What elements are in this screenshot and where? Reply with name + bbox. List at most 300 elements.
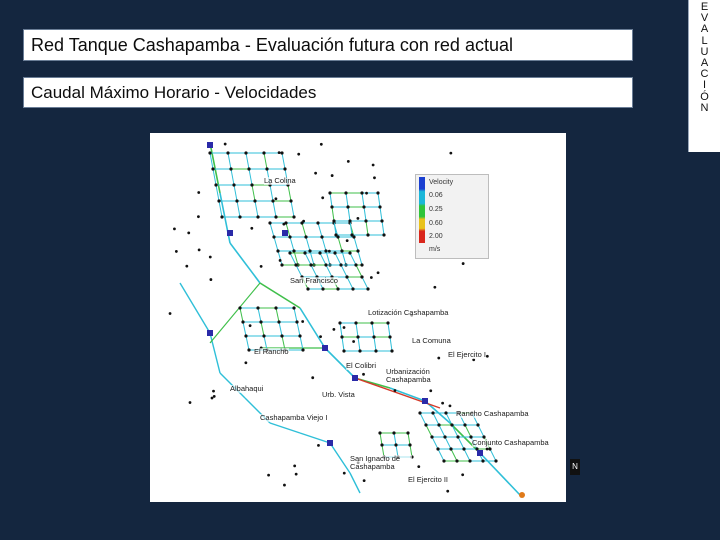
tank-marker: [207, 142, 213, 148]
pipe-node: [238, 306, 241, 309]
pipe-node: [363, 479, 366, 482]
pipe-segment: [458, 437, 464, 449]
place-label: San Ignacio de Cashapamba: [350, 455, 412, 471]
pipe-segment: [380, 207, 382, 221]
pipe-node: [358, 349, 361, 352]
pipe-node: [247, 167, 250, 170]
pipe-node: [376, 191, 379, 194]
pipe-segment: [465, 425, 471, 437]
pipe-node: [378, 431, 381, 434]
pipe-node: [292, 249, 295, 252]
pipe-node: [333, 251, 336, 254]
pipe-node: [356, 249, 359, 252]
pipe-node: [406, 431, 409, 434]
pipe-node: [209, 278, 212, 281]
pipe-segment: [288, 185, 291, 201]
place-label: El Colibri: [346, 361, 377, 370]
pipe-node: [424, 423, 427, 426]
pipe-node: [370, 276, 373, 279]
pipe-node: [354, 263, 357, 266]
pipe-node: [244, 361, 247, 364]
pipe-node: [226, 151, 229, 154]
pipe-segment: [464, 449, 470, 461]
pipe-segment: [320, 253, 326, 265]
pipe-segment: [347, 277, 353, 289]
pipe-node: [318, 251, 321, 254]
pipe-segment: [279, 322, 282, 336]
pipe-node: [262, 151, 265, 154]
pipe-segment: [274, 237, 278, 251]
section-letter: I: [702, 79, 707, 92]
pipe-segment: [249, 169, 252, 185]
pipe-node: [185, 265, 188, 268]
pipe-node: [321, 196, 324, 199]
pipe-node: [388, 335, 391, 338]
pipe-node: [433, 286, 436, 289]
section-tab: [688, 0, 720, 152]
pipe-segment: [330, 443, 350, 473]
pipe-node: [197, 215, 200, 218]
pipe-segment: [300, 308, 325, 348]
pipe-node: [324, 249, 327, 252]
pipe-node: [256, 215, 259, 218]
pipe-node: [175, 250, 178, 253]
slide-title: [23, 29, 633, 61]
place-label: Urbanización Cashapamba: [386, 368, 434, 384]
place-label: El Rancho: [254, 347, 289, 356]
place-label: Rancho Cashapamba: [456, 409, 529, 418]
pipe-node: [260, 265, 263, 268]
pipe-node: [446, 490, 449, 493]
pipe-segment: [426, 425, 432, 437]
pipe-node: [366, 233, 369, 236]
pipe-node: [274, 215, 277, 218]
pipe-node: [331, 174, 334, 177]
pipe-node: [366, 287, 369, 290]
pipe-segment: [338, 237, 342, 251]
legend-tick: 2.00: [429, 233, 443, 240]
pipe-node: [336, 287, 339, 290]
pipe-node: [461, 473, 464, 476]
pipe-node: [297, 153, 300, 156]
pipe-segment: [439, 425, 445, 437]
pipe-node: [293, 464, 296, 467]
place-label: Conjunto Cashapamba: [472, 438, 549, 447]
tank-marker: [207, 330, 213, 336]
pipe-node: [468, 459, 471, 462]
pipe-node: [173, 227, 176, 230]
pipe-segment: [306, 237, 310, 251]
pipe-segment: [374, 337, 376, 351]
pipe-node: [262, 334, 265, 337]
pipe-segment: [305, 253, 311, 265]
pipe-segment: [350, 473, 360, 493]
pipe-node: [394, 443, 397, 446]
pipe-node: [272, 235, 275, 238]
pipe-segment: [445, 437, 451, 449]
pipe-node: [436, 447, 439, 450]
tank-marker: [352, 375, 358, 381]
pipe-node: [362, 373, 365, 376]
pipe-node: [350, 233, 353, 236]
pipe-node: [317, 444, 320, 447]
pipe-node: [343, 326, 346, 329]
pipe-node: [324, 263, 327, 266]
section-letter: A: [700, 23, 709, 36]
pipe-node: [328, 250, 331, 253]
pipe-node: [271, 199, 274, 202]
pipe-node: [292, 306, 295, 309]
pipe-node: [449, 404, 452, 407]
pipe-node: [332, 219, 335, 222]
pipe-node: [304, 235, 307, 238]
pipe-segment: [342, 337, 344, 351]
section-letter: U: [700, 45, 709, 58]
tank-marker: [422, 398, 428, 404]
pipe-node: [314, 172, 317, 175]
pipe-segment: [210, 283, 260, 343]
pipe-segment: [246, 336, 249, 350]
pipe-node: [429, 389, 432, 392]
pipe-node: [486, 448, 489, 451]
pipe-segment: [490, 449, 496, 461]
pipe-node: [224, 143, 227, 146]
pipe-node: [332, 328, 335, 331]
pipe-segment: [294, 308, 297, 322]
pipe-node: [356, 335, 359, 338]
pipe-segment: [432, 437, 438, 449]
pipe-node: [311, 376, 314, 379]
pipe-segment: [246, 153, 249, 169]
pipe-node: [301, 348, 304, 351]
pipe-segment: [362, 193, 364, 207]
pipe-node: [392, 431, 395, 434]
legend-title: Velocity: [429, 179, 454, 186]
pipe-node: [280, 334, 283, 337]
legend-tick: 0.06: [429, 192, 443, 199]
pipe-node: [394, 389, 397, 392]
pipe-segment: [364, 207, 366, 221]
pipe-segment: [302, 223, 306, 237]
pipe-segment: [335, 253, 341, 265]
pipe-node: [280, 263, 283, 266]
pipe-node: [328, 191, 331, 194]
pipe-segment: [354, 237, 358, 251]
pipe-node: [197, 191, 200, 194]
section-letter: Ó: [700, 90, 709, 103]
pipe-segment: [276, 308, 279, 322]
place-label: Albahaqui: [230, 384, 264, 393]
pipe-segment: [255, 201, 258, 217]
pipe-node: [214, 183, 217, 186]
tank-marker: [327, 440, 333, 446]
pipe-node: [380, 219, 383, 222]
pipe-node: [340, 335, 343, 338]
pipe-node: [308, 249, 311, 252]
pipe-segment: [318, 223, 322, 237]
pipe-node: [244, 334, 247, 337]
pipe-node: [346, 239, 349, 242]
pipe-node: [303, 251, 306, 254]
pipe-node: [238, 215, 241, 218]
pipe-node: [364, 219, 367, 222]
pipe-segment: [382, 221, 384, 235]
pipe-node: [344, 191, 347, 194]
pipe-node: [362, 205, 365, 208]
pipe-node: [289, 199, 292, 202]
pipe-segment: [366, 221, 368, 235]
pipe-segment: [278, 251, 282, 265]
section-letter: C: [700, 68, 709, 81]
pipe-node: [442, 459, 445, 462]
pipe-node: [351, 287, 354, 290]
pipe-node: [519, 492, 525, 498]
pipe-segment: [270, 423, 300, 433]
pipe-node: [476, 423, 479, 426]
pipe-node: [441, 402, 444, 405]
place-label: Cashapamba Viejo I: [260, 413, 328, 422]
pipe-segment: [378, 193, 380, 207]
pipe-node: [249, 324, 252, 327]
pipe-segment: [348, 207, 350, 221]
section-letter: E: [700, 1, 709, 13]
pipe-segment: [180, 283, 210, 333]
place-label: La Comuna: [412, 336, 451, 345]
pipe-node: [278, 151, 281, 154]
pipe-segment: [330, 193, 332, 207]
section-letter: A: [700, 57, 709, 70]
pipe-segment: [282, 153, 285, 169]
pipe-node: [294, 263, 297, 266]
pipe-node: [450, 423, 453, 426]
pipe-segment: [240, 308, 243, 322]
pipe-node: [430, 435, 433, 438]
pipe-segment: [446, 413, 452, 425]
pipe-node: [319, 335, 322, 338]
pipe-node: [280, 151, 283, 154]
pipe-segment: [231, 169, 234, 185]
pipe-node: [250, 227, 253, 230]
pipe-node: [462, 447, 465, 450]
pipe-node: [373, 176, 376, 179]
pipe-node: [229, 167, 232, 170]
pipe-node: [288, 235, 291, 238]
pipe-node: [345, 275, 348, 278]
legend-color-bar: [419, 177, 425, 243]
pipe-node: [235, 199, 238, 202]
pipe-segment: [362, 277, 368, 289]
pipe-node: [267, 474, 270, 477]
pipe-node: [339, 263, 342, 266]
pipe-node: [244, 151, 247, 154]
pipe-node: [365, 192, 368, 195]
north-arrow-icon: N: [570, 459, 580, 475]
pipe-node: [338, 321, 341, 324]
pipe-node: [208, 151, 211, 154]
pipe-node: [283, 167, 286, 170]
pipe-segment: [252, 185, 255, 201]
pipe-node: [494, 459, 497, 462]
pipe-node: [295, 473, 298, 476]
place-label: Urb. Vista: [322, 390, 355, 399]
pipe-node: [316, 221, 319, 224]
pipe-node: [431, 411, 434, 414]
pipe-segment: [210, 333, 220, 373]
pipe-node: [456, 435, 459, 438]
pipe-node: [455, 459, 458, 462]
pipe-node: [378, 205, 381, 208]
pipe-node: [277, 320, 280, 323]
pipe-node: [250, 183, 253, 186]
legend-tick: 0.25: [429, 206, 443, 213]
pipe-node: [377, 271, 380, 274]
pipe-segment: [258, 308, 261, 322]
pipe-segment: [261, 322, 264, 336]
pipe-segment: [408, 433, 410, 445]
pipe-segment: [350, 253, 356, 265]
legend-tick: m/s: [429, 246, 441, 253]
pipe-segment: [270, 185, 273, 201]
pipe-segment: [237, 201, 240, 217]
pipe-node: [372, 335, 375, 338]
pipe-node: [334, 233, 337, 236]
pipe-node: [418, 411, 421, 414]
pipe-node: [348, 219, 351, 222]
pipe-segment: [358, 251, 362, 265]
pipe-segment: [380, 433, 382, 445]
pipe-node: [247, 348, 250, 351]
pipe-node: [292, 215, 295, 218]
pipe-node: [360, 191, 363, 194]
pipe-node: [198, 248, 201, 251]
pipe-segment: [388, 323, 390, 337]
pipe-node: [360, 263, 363, 266]
pipe-segment: [433, 413, 439, 425]
pipe-node: [374, 349, 377, 352]
pipe-node: [295, 320, 298, 323]
pipe-node: [462, 262, 465, 265]
pipe-node: [209, 256, 212, 259]
pipe-segment: [297, 322, 300, 336]
pipe-node: [443, 435, 446, 438]
pipe-node: [189, 401, 192, 404]
pipe-segment: [420, 413, 426, 425]
pipe-node: [282, 223, 285, 226]
pipe-node: [217, 199, 220, 202]
pipe-segment: [332, 207, 334, 221]
pipe-segment: [300, 433, 330, 443]
pipe-node: [259, 320, 262, 323]
pipe-node: [276, 249, 279, 252]
pipe-segment: [356, 323, 358, 337]
pipe-segment: [346, 193, 348, 207]
pipe-node: [213, 395, 216, 398]
slide-title-text: Red Tanque Cashapamba - Evaluación futura con red actual: [31, 34, 513, 55]
pipe-segment: [390, 337, 392, 351]
pipe-node: [340, 249, 343, 252]
pipe-node: [346, 205, 349, 208]
pipe-segment: [340, 323, 342, 337]
pipe-segment: [358, 337, 360, 351]
pipe-node: [343, 472, 346, 475]
pipe-node: [187, 231, 190, 234]
pipe-segment: [260, 283, 300, 308]
tank-marker: [322, 345, 328, 351]
pipe-node: [348, 251, 351, 254]
pipe-node: [357, 217, 360, 220]
pipe-node: [220, 215, 223, 218]
pipe-segment: [480, 453, 520, 495]
pipe-segment: [234, 185, 237, 201]
pipe-node: [444, 411, 447, 414]
pipe-node: [256, 306, 259, 309]
pipe-node: [382, 233, 385, 236]
pipe-segment: [451, 449, 457, 461]
pipe-node: [309, 263, 312, 266]
pipe-node: [232, 183, 235, 186]
pipe-node: [463, 423, 466, 426]
pipe-node: [449, 152, 452, 155]
pipe-node: [437, 357, 440, 360]
velocity-legend: [415, 174, 489, 259]
pipe-segment: [291, 201, 294, 217]
place-label: Lotización Cashapamba: [368, 308, 449, 317]
pipe-segment: [270, 223, 274, 237]
pipe-node: [449, 447, 452, 450]
pipe-node: [302, 220, 305, 223]
pipe-node: [279, 259, 282, 262]
pipe-node: [352, 340, 355, 343]
pipe-node: [268, 221, 271, 224]
pipe-segment: [322, 237, 326, 251]
pipe-node: [288, 251, 291, 254]
pipe-segment: [230, 243, 260, 283]
pipe-node: [306, 287, 309, 290]
place-label: El Ejercito II: [408, 475, 449, 484]
slide-subtitle-text: Caudal Máximo Horario - Velocidades: [31, 82, 317, 102]
pipe-node: [347, 160, 350, 163]
pipe-node: [386, 321, 389, 324]
pipe-node: [321, 287, 324, 290]
pipe-node: [390, 349, 393, 352]
pipe-node: [354, 321, 357, 324]
pipe-node: [417, 465, 420, 468]
pipe-node: [330, 205, 333, 208]
slide-subtitle: [23, 77, 633, 108]
tank-marker: [227, 230, 233, 236]
pipe-node: [372, 164, 375, 167]
pipe-node: [169, 312, 172, 315]
pipe-node: [481, 459, 484, 462]
place-label: La Colina: [264, 176, 296, 185]
pipe-node: [370, 321, 373, 324]
legend-tick: 0.60: [429, 220, 443, 227]
pipe-segment: [372, 323, 374, 337]
pipe-node: [253, 199, 256, 202]
pipe-segment: [478, 425, 484, 437]
pipe-node: [408, 443, 411, 446]
pipe-node: [212, 390, 215, 393]
pipe-node: [265, 167, 268, 170]
pipe-segment: [341, 265, 347, 277]
pipe-node: [488, 447, 491, 450]
pipe-node: [274, 306, 277, 309]
tank-marker: [282, 230, 288, 236]
pipe-segment: [273, 201, 276, 217]
pipe-node: [275, 197, 278, 200]
network-map: [150, 133, 578, 502]
place-label: San Francisco: [290, 276, 338, 285]
